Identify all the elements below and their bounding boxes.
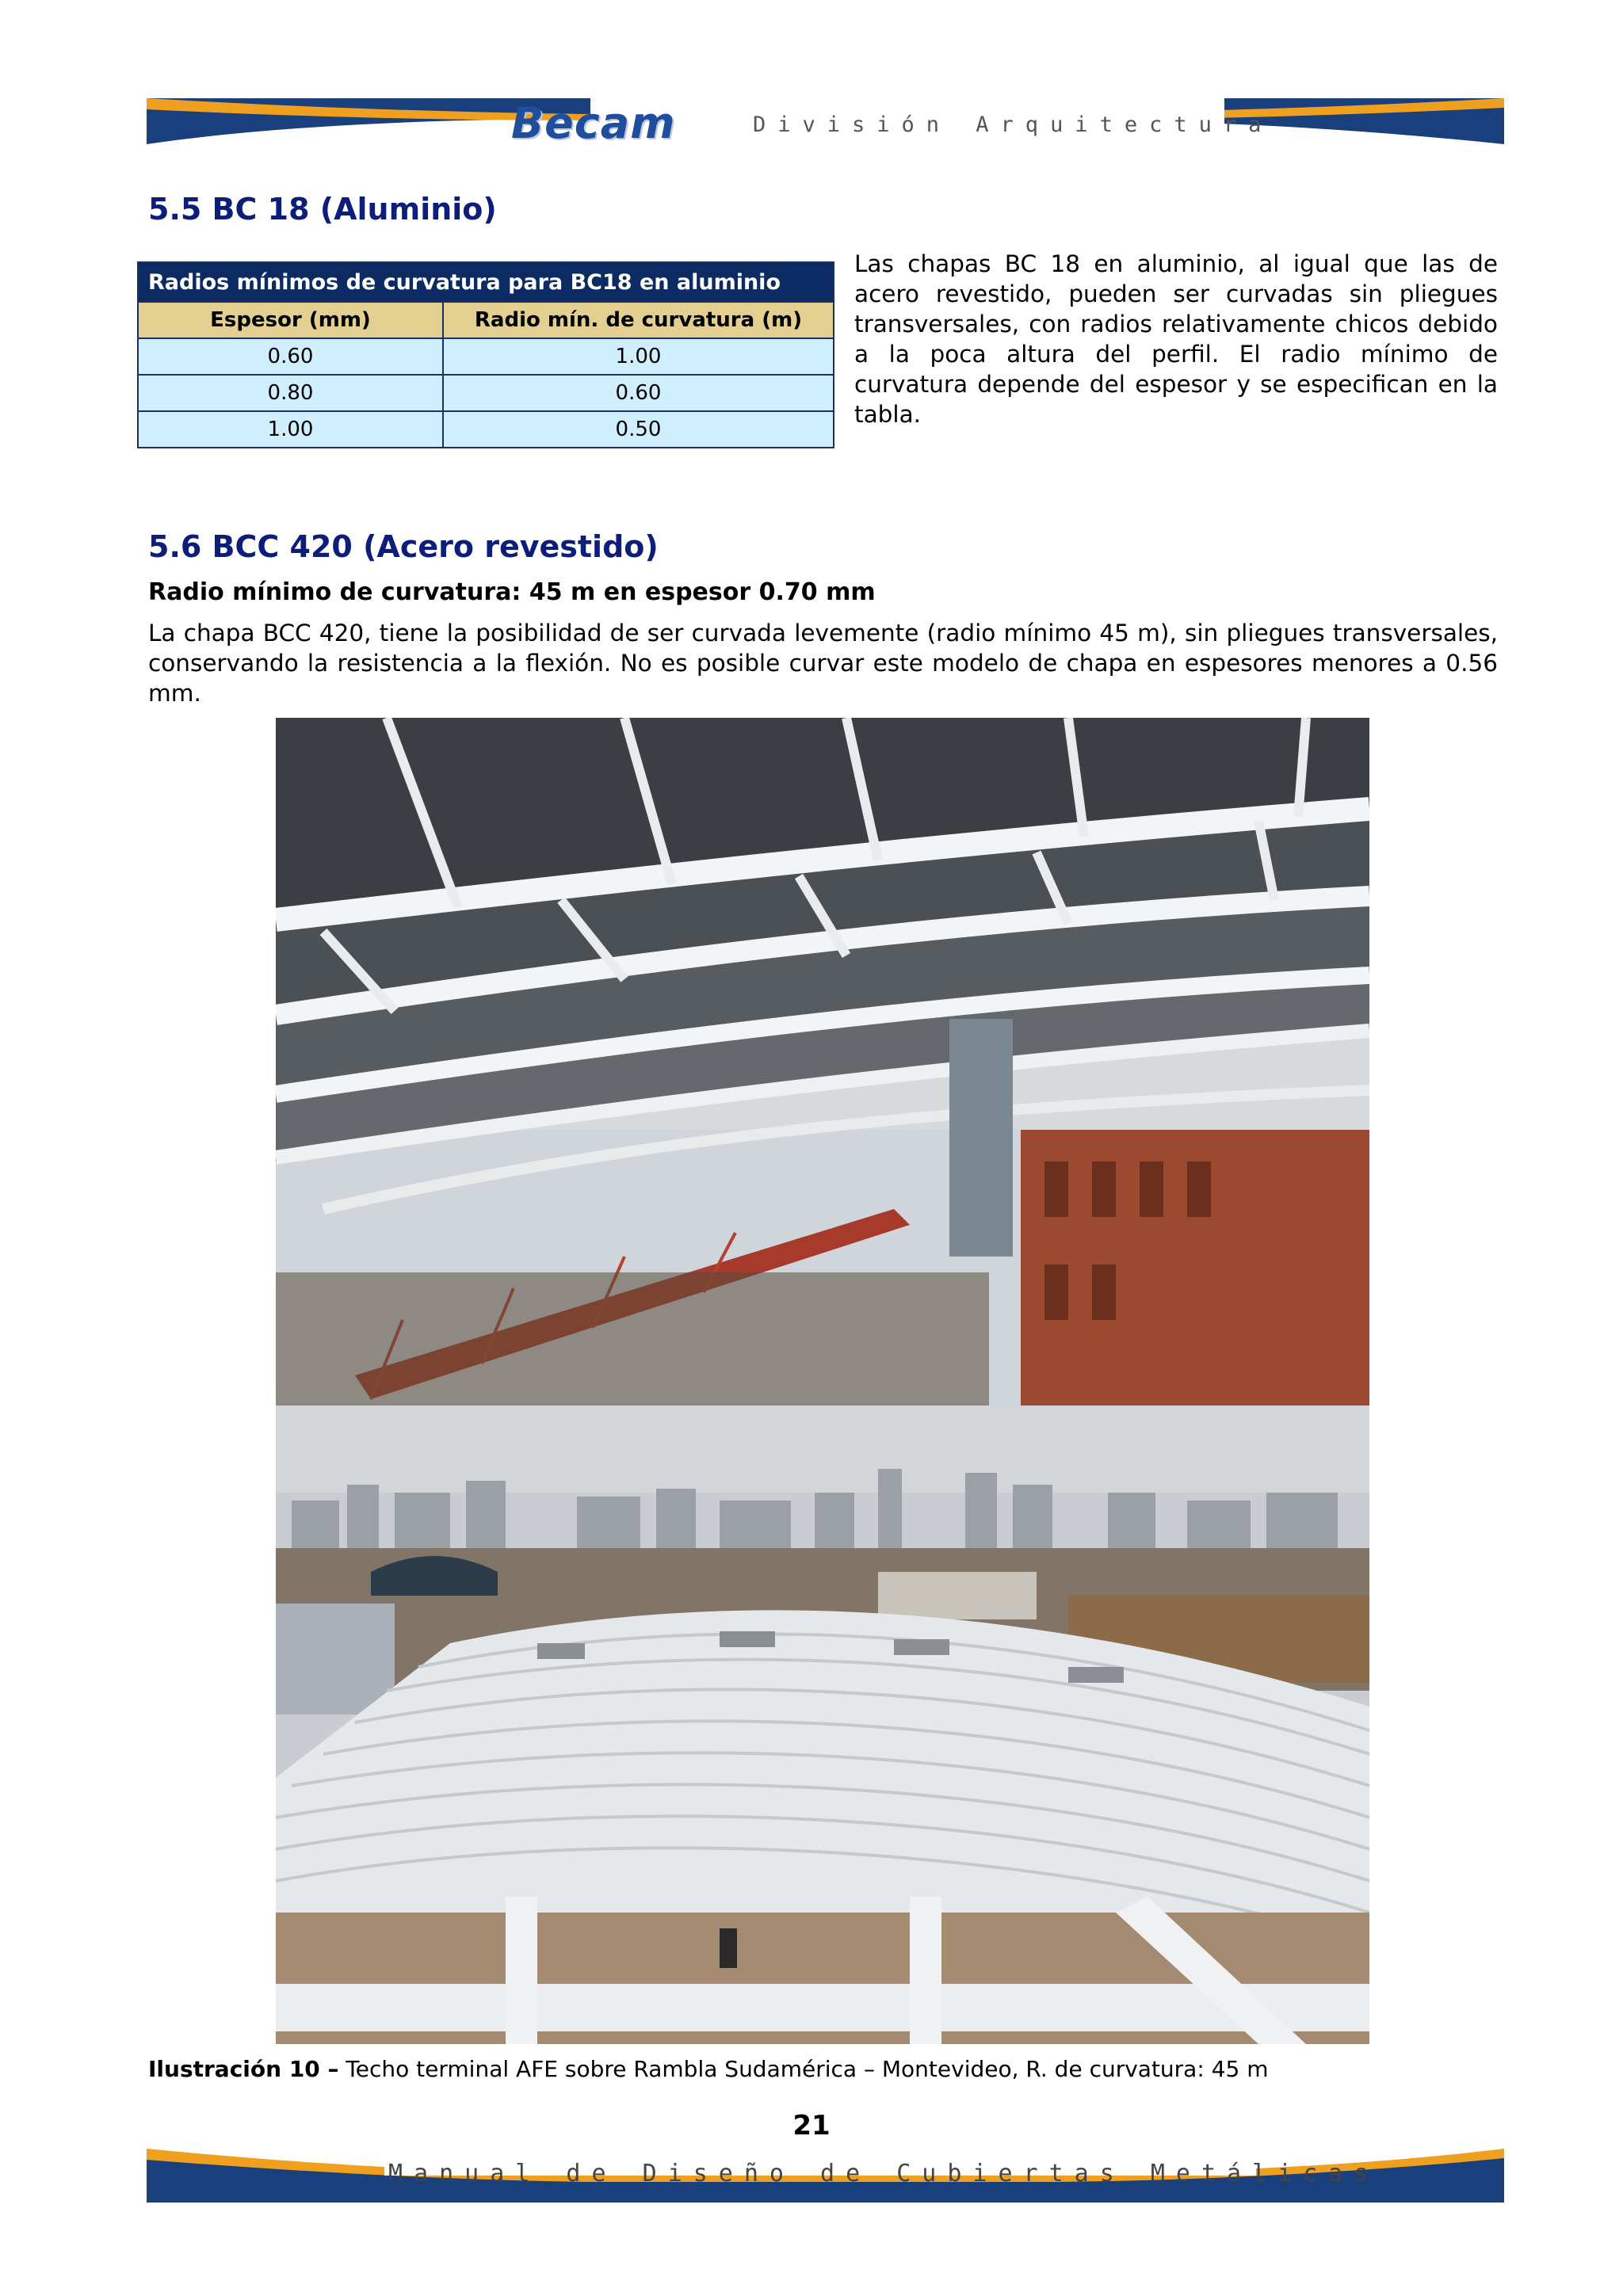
section-title-5-6: 5.6 BCC 420 (Acero revestido) [148, 529, 659, 564]
caption-text: Techo terminal AFE sobre Rambla Sudamérica – Montevideo, R. de curvatura: 45 m [338, 2056, 1269, 2082]
figure-caption [148, 2056, 1268, 2082]
caption-label: Ilustración 10 – [148, 2056, 339, 2082]
table-row [138, 338, 834, 375]
section-5-6-subtitle: Radio mínimo de curvatura: 45 m en espesor 0.70 mm [148, 578, 876, 606]
photo-roof-aerial [276, 1405, 1369, 2044]
table-row [138, 411, 834, 448]
curvature-table [137, 261, 834, 448]
table-cell: 1.00 [443, 338, 834, 375]
column-header: Espesor (mm) [138, 302, 443, 338]
division-title: División Arquitectura [753, 113, 1274, 137]
brand-logo: Becam [511, 98, 676, 148]
photo-roof-underside [276, 718, 1369, 1405]
table-cell: 1.00 [138, 411, 443, 448]
table-row [138, 375, 834, 411]
table-title: Radios mínimos de curvatura para BC18 en aluminio [138, 262, 834, 302]
section-title-5-5: 5.5 BC 18 (Aluminio) [148, 192, 497, 227]
table-cell: 0.60 [443, 375, 834, 411]
section-5-5-text: Las chapas BC 18 en aluminio, al igual que las de acero revestido, pueden ser curvadas sin pliegues transversales, con radios relativamente chicos debido a la poca altura del perfil. El radio mínimo de curvatura depende del espesor y se especifican en la tabla. [854, 250, 1498, 428]
table-cell: 0.50 [443, 411, 834, 448]
column-header: Radio mín. de curvatura (m) [443, 302, 834, 338]
table-cell: 0.80 [138, 375, 443, 411]
footer-manual-title: Manual de Diseño de Cubiertas Metálicas [388, 2160, 1380, 2187]
page-number: 21 [792, 2110, 831, 2142]
section-5-6-text: La chapa BCC 420, tiene la posibilidad de ser curvada levemente (radio mínimo 45 m), sin pliegues transversales, conservando la resistencia a la flexión. No es posible curvar este modelo de chapa en espesores menores a 0.56 mm. [148, 620, 1498, 707]
table-cell: 0.60 [138, 338, 443, 375]
